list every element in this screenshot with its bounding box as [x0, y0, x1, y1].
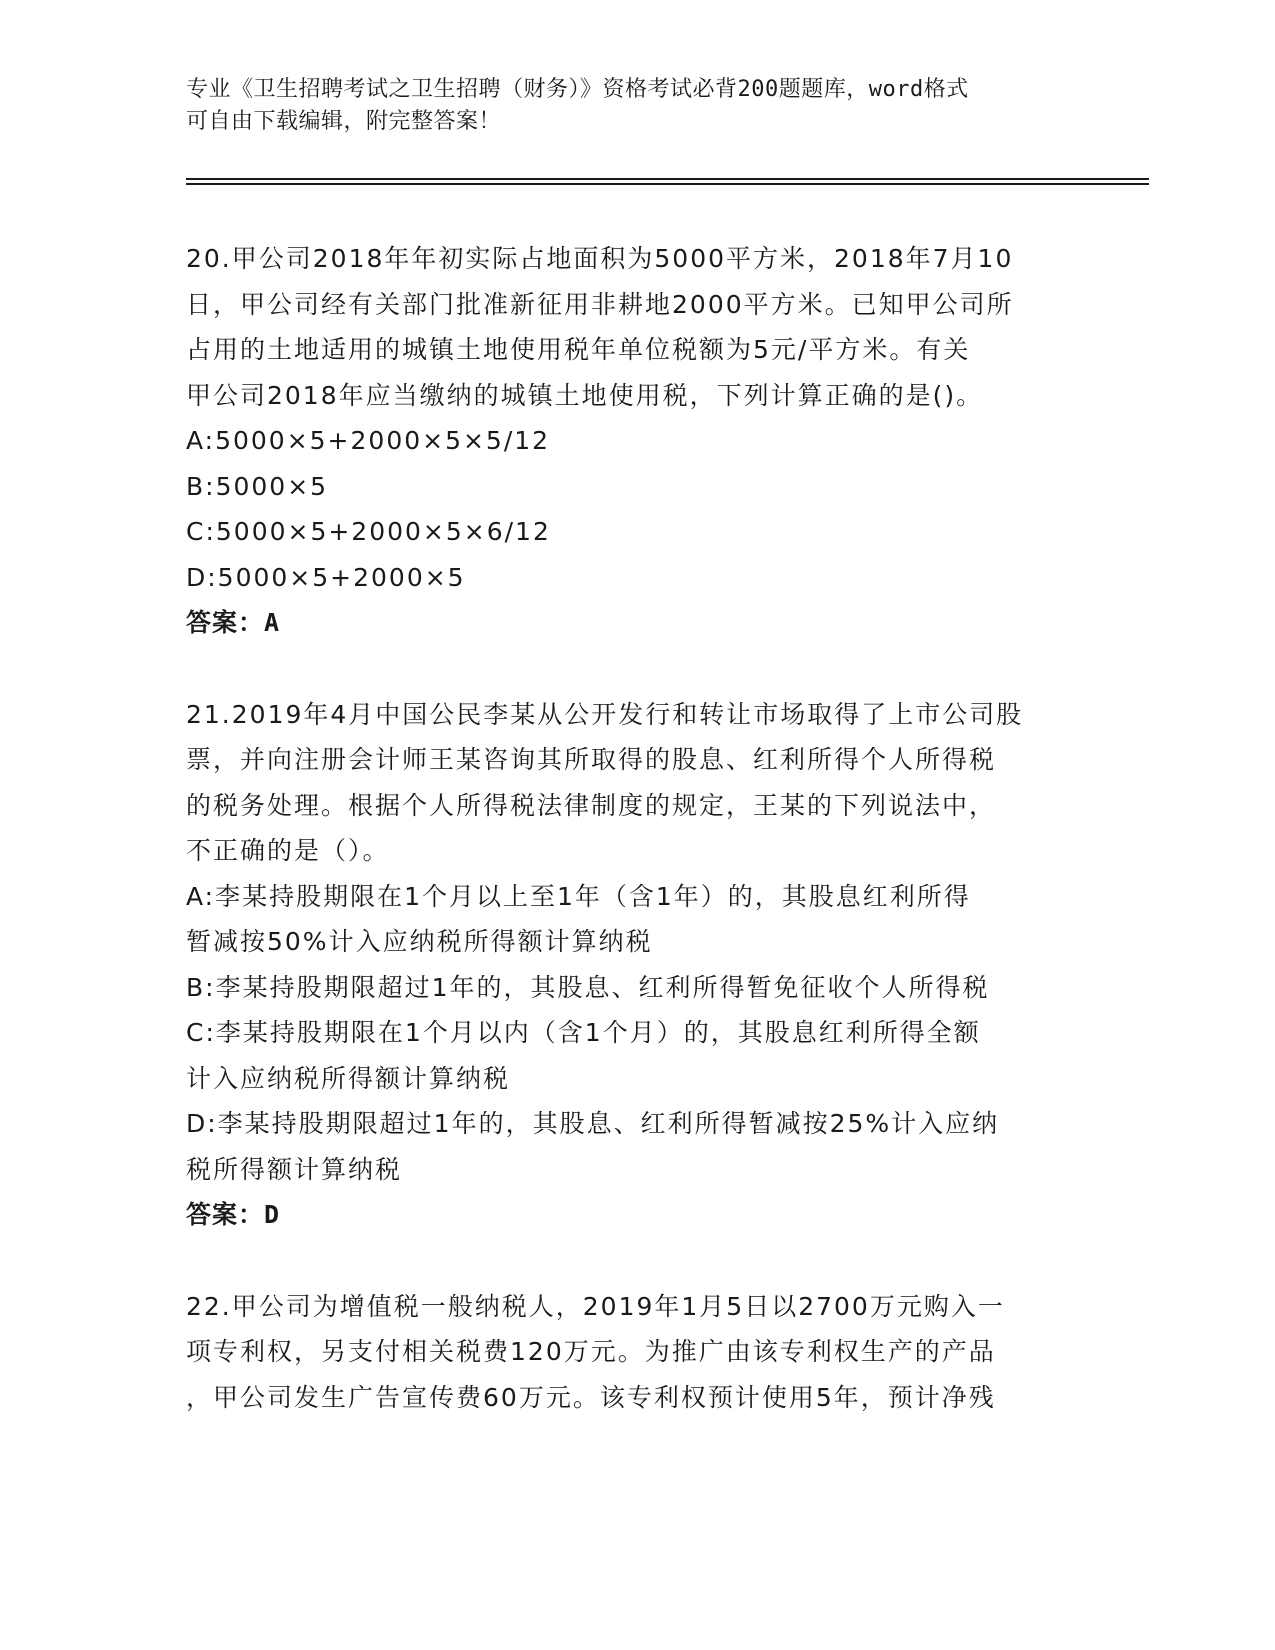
header-line-1: 专业《卫生招聘考试之卫生招聘（财务）》资格考试必背200题题库，word格式 — [186, 77, 969, 102]
question-text-line: 的税务处理。根据个人所得税法律制度的规定，王某的下列说法中， — [186, 790, 997, 820]
question-text-line: 22.甲公司为增值税一般纳税人，2019年1月5日以2700万元购入一 — [186, 1291, 1005, 1321]
answer-line — [186, 1192, 1086, 1238]
document-header — [186, 74, 1066, 138]
header-line-2: 可自由下载编辑，附完整答案！ — [186, 109, 502, 134]
option-d: D:李某持股期限超过1年的，其股息、红利所得暂减按25%计入应纳 — [186, 1109, 1000, 1138]
question-list — [186, 236, 1086, 1420]
option-d-continued: 税所得额计算纳税 — [186, 1154, 403, 1184]
option-b: B:5000×5 — [186, 471, 329, 501]
question-text-line: 日，甲公司经有关部门批准新征用非耕地2000平方米。已知甲公司所 — [186, 289, 1014, 319]
answer-line — [186, 600, 1086, 646]
option-a: A:5000×5+2000×5×5/12 — [186, 426, 551, 455]
option-d: D:5000×5+2000×5 — [186, 562, 466, 592]
answer-value: A — [264, 608, 281, 637]
option-c: C:李某持股期限在1个月以内（含1个月）的，其股息红利所得全额 — [186, 1018, 981, 1047]
question-text-line: 项专利权，另支付相关税费120万元。为推广由该专利权生产的产品 — [186, 1337, 996, 1366]
question-text-line: 占用的土地适用的城镇土地使用税年单位税额为5元/平方米。有关 — [186, 335, 971, 364]
question-text-line: 不正确的是（）。 — [186, 836, 390, 865]
answer-value: D — [264, 1200, 281, 1229]
question-text-line: 21.2019年4月中国公民李某从公开发行和转让市场取得了上市公司股 — [186, 699, 1024, 729]
question-text-line: 票，并向注册会计师王某咨询其所取得的股息、红利所得个人所得税 — [186, 745, 997, 774]
header-divider-bottom — [186, 183, 1149, 185]
option-c: C:5000×5+2000×5×6/12 — [186, 517, 551, 546]
answer-label: 答案： — [186, 608, 265, 637]
option-b: B:李某持股期限超过1年的，其股息、红利所得暂免征收个人所得税 — [186, 972, 990, 1002]
question-text-line: 20.甲公司2018年年初实际占地面积为5000平方米，2018年7月10 — [186, 244, 1014, 273]
option-c-continued: 计入应纳税所得额计算纳税 — [186, 1063, 511, 1093]
question-text-line: ，甲公司发生广告宣传费60万元。该专利权预计使用5年，预计净残 — [186, 1382, 996, 1412]
option-a-continued: 暂减按50%计入应纳税所得额计算纳税 — [186, 927, 653, 956]
option-a: A:李某持股期限在1个月以上至1年（含1年）的，其股息红利所得 — [186, 881, 971, 911]
question-22 — [186, 1284, 1086, 1421]
question-20 — [186, 236, 1086, 646]
header-divider-top — [186, 178, 1149, 180]
question-text-line: 甲公司2018年应当缴纳的城镇土地使用税，下列计算正确的是()。 — [186, 380, 984, 410]
question-21 — [186, 692, 1086, 1238]
answer-label: 答案： — [186, 1200, 265, 1229]
